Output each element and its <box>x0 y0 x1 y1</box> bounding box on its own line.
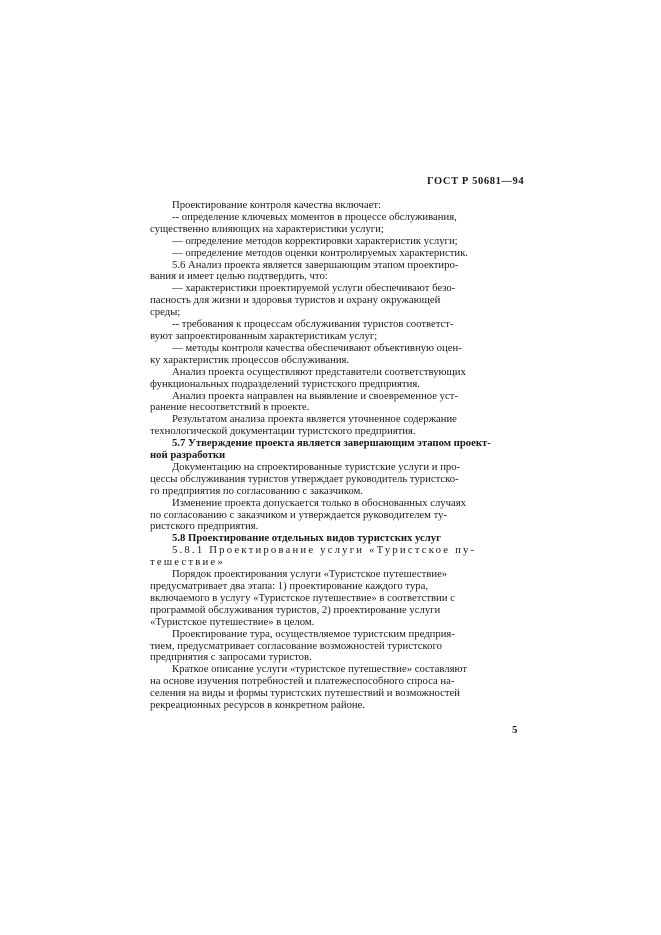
text-line: 5.6 Анализ проекта является завершающим этапом проектиро- <box>172 258 459 271</box>
text-line: на основе изучения потребностей и платежеспособного спроса на- <box>150 675 455 688</box>
page-number: 5 <box>512 724 518 736</box>
text-line: предусматривает два этапа: 1) проектирование каждого тура, <box>150 580 428 592</box>
section-heading: 5.7 Утверждение проекта является завершающим этапом проект- <box>172 437 491 450</box>
text-line: — определение методов оценки контролируемых характеристик. <box>172 246 468 259</box>
text-line: -- определение ключевых моментов в процессе обслуживания, <box>172 210 457 223</box>
text-line: «Туристское путешествие» в целом. <box>150 615 315 628</box>
text-line: селения на виды и формы туристских путешествий и возможностей <box>150 687 461 700</box>
text-line: по согласованию с заказчиком и утверждается руководителем ту- <box>150 508 448 521</box>
text-line: среды; <box>150 306 181 319</box>
text-line: программой обслуживания туристов, 2) проектирование услуги <box>150 603 441 616</box>
text-line: Проектирование контроля качества включает: <box>172 199 382 211</box>
text-line: Проектирование тура, осуществляемое туристским предприя- <box>172 627 455 640</box>
text-line: предприятия с запросами туристов. <box>150 651 312 664</box>
text-line: Анализ проекта направлен на выявление и своевременное уст- <box>172 389 459 402</box>
text-line: Результатом анализа проекта является уточненное содержание <box>172 413 457 426</box>
text-line: включаемого в услугу «Туристское путешествие» в соответствии с <box>150 591 455 604</box>
text-line: рекреационных ресурсов в конкретном районе. <box>150 699 366 712</box>
text-line: функциональных подразделений туристского предприятия. <box>150 377 420 390</box>
subsection-heading: тешествие» <box>150 556 225 569</box>
text-line: пасность для жизни и здоровья туристов и охрану окружающей <box>150 294 441 307</box>
text-line: вуют запроектированным характеристикам услуг; <box>150 329 378 342</box>
text-line: Краткое описание услуги «туристское путешествие» составляют <box>172 663 468 676</box>
section-heading: 5.8 Проектирование отдельных видов туристских услуг <box>172 532 441 545</box>
document-number: ГОСТ Р 50681—94 <box>427 176 525 187</box>
text-line: цессы обслуживания туристов утверждает руководитель туристско- <box>150 472 459 485</box>
text-line: ку характеристик процессов обслуживания. <box>150 353 350 366</box>
text-line: -- требования к процессам обслуживания туристов соответст- <box>172 318 454 331</box>
text-line: Анализ проекта осуществляют представители соответствующих <box>172 365 466 378</box>
page-body <box>150 200 526 712</box>
text-line: — методы контроля качества обеспечивают объективную оцен- <box>172 341 462 354</box>
text-line: ранение несоответствий в проекте. <box>150 401 310 414</box>
text-line: существенно влияющих на характеристики услуги; <box>150 222 384 235</box>
text-line: — определение методов корректировки характеристик услуги; <box>172 234 458 247</box>
text-line: тием, предусматривает согласование возможностей туристского <box>150 639 442 652</box>
text-line: ристского предприятия. <box>150 520 259 533</box>
text-line: Порядок проектирования услуги «Туристское путешествие» <box>172 568 448 581</box>
text-line: Документацию на спроектированные туристские услуги и про- <box>172 460 461 473</box>
text-line: вания и имеет целью подтвердить, что: <box>150 270 328 283</box>
text-line: технологической документации туристского предприятия. <box>150 425 416 438</box>
text-line: Изменение проекта допускается только в обоснованных случаях <box>172 496 467 509</box>
text-line: — характеристики проектируемой услуги обеспечивают безо- <box>172 282 456 295</box>
subsection-heading: 5.8.1 Проектирование услуги «Туристское пу- <box>172 544 477 557</box>
section-heading: ной разработки <box>150 449 226 462</box>
text-line: го предприятия по согласованию с заказчиком. <box>150 484 363 497</box>
